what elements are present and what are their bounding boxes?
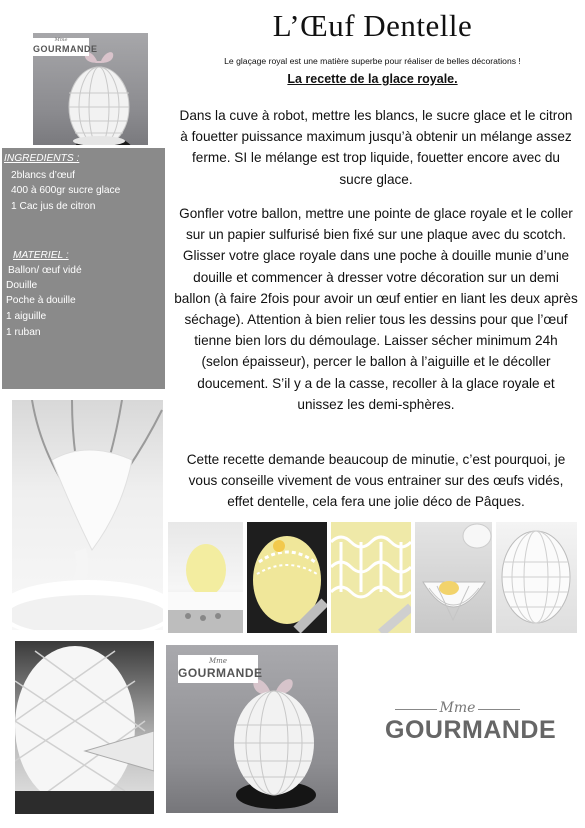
paragraph-2: Gonfler votre ballon, mettre une pointe de glace royale et le coller sur un papier sulfurisé bien fixé sur une plaque avec du scotch. Glisser votre glace royale dans une poche à douille munie d’une douille et commencer à dresser votre décoration sur un demi ballon (à faire 2fois pour avoir un œuf entier en liant les deux après séchage). Attention à bien relier tous les dessins pour que l’œuf tienne bien lors du démoulage. Laisser sécher minimum 24h (selon épaisseur), percer le ballon à l’aiguille et le décoller doucement. S’il y a de la casse, recoller à la glace royale et unissez les demi-sphères. — [174, 206, 578, 412]
piping-bag-illustration — [15, 641, 154, 814]
materiel-item: Poche à douille — [6, 295, 76, 306]
finished-egg-illustration — [496, 522, 577, 633]
materiel-item: 1 aiguille — [6, 311, 47, 322]
half-egg-illustration — [415, 522, 492, 633]
logo-rule-right — [478, 709, 520, 710]
logo-badge-bottom: Mme GOURMANDE — [178, 655, 258, 683]
whisk-illustration — [12, 400, 163, 630]
bottom-egg-photo — [166, 645, 338, 813]
piping-balloon-illustration — [247, 522, 327, 633]
materiel-heading: MATERIEL : — [13, 250, 69, 261]
intro-text: Le glaçage royal est une matière superbe pour réaliser de belles décorations ! — [224, 56, 521, 66]
logo-mme: Mme — [439, 700, 476, 716]
logo-badge-small: Mme GOURMANDE — [33, 37, 98, 54]
balloon-illustration — [168, 522, 243, 633]
logo-name: GOURMANDE — [385, 716, 557, 744]
ingredient-item: 2blancs d’œuf — [11, 170, 75, 181]
paragraph-3: Cette recette demande beaucoup de minutie, c’est pourquoi, je vous conseille vivement de vous entrainer sur des œufs vidés, effet dentelle, cela fera une jolie déco de Pâques. — [186, 452, 566, 510]
brand-logo — [385, 700, 557, 750]
finished-egg-photo — [496, 522, 577, 633]
lace-closeup-photo — [331, 522, 411, 633]
balloon-photo — [168, 522, 243, 633]
ingredients-box — [2, 148, 165, 389]
logo-rule-left — [395, 709, 437, 710]
materiel-item: Douille — [6, 280, 38, 291]
recipe-subtitle: La recette de la glace royale. — [287, 72, 458, 86]
ingredients-heading: INGREDIENTS : — [4, 153, 80, 164]
materiel-item: 1 ruban — [6, 327, 41, 338]
half-egg-photo — [415, 522, 492, 633]
piping-bag-photo — [15, 641, 154, 814]
ingredient-item: 1 Cac jus de citron — [11, 201, 96, 212]
materiel-item: Ballon/ œuf vidé — [8, 265, 82, 276]
paragraph-1: Dans la cuve à robot, mettre les blancs, le sucre glace et le citron à fouetter puissance maximum jusqu’à obtenir un mélange assez ferme. SI le mélange est trop liquide, fouetter encore avec du sucre glace. — [179, 108, 573, 187]
whisk-photo — [12, 400, 163, 630]
lace-closeup-illustration — [331, 522, 411, 633]
page-title: L’Œuf Dentelle — [272, 8, 473, 43]
top-egg-photo — [33, 33, 148, 145]
piping-balloon-photo — [247, 522, 327, 633]
ingredient-item: 400 à 600gr sucre glace — [11, 185, 121, 196]
